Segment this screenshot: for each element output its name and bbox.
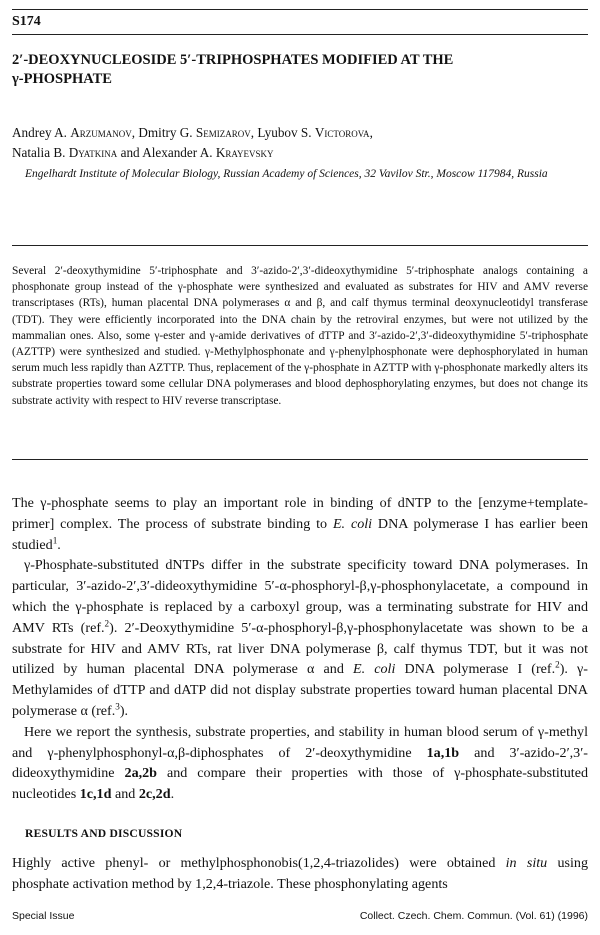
compound-label: 1c,1d — [79, 786, 112, 803]
author-given: Dmitry G. — [138, 125, 196, 140]
footer-citation: Collect. Czech. Chem. Commun. (Vol. 61) (1996) — [359, 910, 588, 922]
emphasis: in situ — [505, 855, 548, 871]
text-run: ). — [119, 702, 129, 719]
author-separator: and — [117, 145, 143, 160]
author-surname: Victorova — [314, 125, 370, 140]
author-given: Natalia B. — [12, 145, 69, 160]
page-number: S174 — [12, 14, 41, 29]
species-name: E. coli — [332, 515, 373, 532]
author-surname: Semizarov — [195, 125, 251, 140]
author-given: Alexander A. — [142, 145, 216, 160]
author-surname: Krayevsky — [215, 145, 274, 160]
reference-mark: 1 — [52, 534, 58, 545]
compound-label: 2a,2b — [124, 765, 158, 782]
footer-issue: Special Issue — [12, 910, 75, 922]
reference-mark: 2 — [555, 659, 560, 670]
top-rule — [12, 9, 588, 10]
text-run: DNA polymerase I (ref. — [395, 661, 556, 678]
affiliation: Engelhardt Institute of Molecular Biology, Russian Academy of Sciences, 32 Vavilov Str., Moscow 117984, Russia — [25, 168, 548, 180]
abstract: Several 2′-deoxythymidine 5′-triphosphate and 3′-azido-2′,3′-dideoxythymidine 5′-triphosphate analogs containing a phosphonate group instead of the γ-phosphate were synthesized and evaluated as substrates for HIV and AMV reverse transcriptases (RTs), human placental DNA polymerases α and β, and calf thymus terminal deoxynucleotidyl transferase (TDT). They were efficiently incorporated into the DNA chain by the retroviral enzymes, but were not utilized by the mammalian ones. Also, some γ-ester and γ-amide derivatives of dTTP and 3′-azido-2′,3′-dideoxythymidine 5′-triphosphate (AZTTP) were synthesized and studied. γ-Methylphosphonate and γ-phenylphosphonate were dephosphorylated in human serum much less rapidly than AZTTP. Thus, replacement of the γ-phosphate in AZTTP with γ-phosphonate markedly alters its substrate properties toward some cellular DNA polymerases and blood dephosphorylating enzymes, but does not change its substrate activity with respect to HIV reverse transcriptase. — [12, 265, 588, 407]
abstract-top-rule — [12, 245, 588, 246]
author-list — [12, 123, 588, 163]
text-run: Here we report the synthesis, substrate properties, and stability in human blood serum of γ-methyl and γ-phenylphosphonyl-α,β-diphosphates of 2′-deoxythymidine — [12, 723, 588, 761]
text-run: using phosphate activation method by 1,2,4-triazole. These phosphonylating agents — [12, 855, 588, 892]
author-separator: , — [250, 125, 258, 140]
author-surname: Dyatkina — [68, 145, 118, 160]
reference-mark: 2 — [104, 618, 110, 629]
article-title — [12, 51, 572, 89]
title-line: γ-PHOSPHATE — [12, 71, 112, 87]
reference-mark: 3 — [115, 701, 120, 712]
paragraph-aims — [12, 722, 588, 805]
text-run: . — [170, 786, 175, 803]
text-run: and — [111, 786, 139, 803]
author-surname: Arzumanov — [70, 125, 132, 140]
text-run: and compare their properties with those of γ-phosphate-substituted nucleotides — [12, 765, 588, 803]
text-run: . — [57, 536, 61, 553]
species-name: E. coli — [353, 661, 396, 678]
header-rule — [12, 34, 588, 35]
paragraph-substitution — [12, 555, 588, 721]
compound-label: 1a,1b — [426, 744, 460, 761]
text-run: DNA polymerase I has earlier been studied — [12, 515, 588, 553]
text-run: ). 2′-Deoxythymidine 5′-α-phosphoryl-β,γ-phosphonylacetate was shown to be a substrate for HIV and AMV RTs, rat liver DNA polymerase β, calf thymus TDT, but it was not utilized by human placental DNA polymerase α and — [12, 619, 588, 678]
author-given: Lyubov S. — [257, 125, 315, 140]
title-line: 2′-DEOXYNUCLEOSIDE 5′-TRIPHOSPHATES MODIFIED AT THE — [12, 52, 454, 68]
results-text — [12, 853, 588, 895]
text-run: and 3′-azido-2′,3′-dideoxythymidine — [12, 744, 588, 782]
text-run: Highly active phenyl- or methylphosphonobis(1,2,4-triazolides) were obtained — [12, 855, 506, 871]
author-separator: , — [369, 125, 373, 140]
section-heading: RESULTS AND DISCUSSION — [25, 827, 183, 840]
author-line — [12, 143, 588, 163]
author-separator: , — [131, 125, 139, 140]
text-run: The γ-phosphate seems to play an important role in binding of dNTP to the [enzyme+template-primer] complex. The process of substrate binding to — [12, 495, 588, 532]
text-run: ). γ-Methylamides of dTTP and dATP did not display substrate properties toward human placental DNA polymerase α (ref. — [12, 661, 588, 719]
author-line — [12, 123, 588, 143]
paragraph-intro — [12, 493, 588, 555]
body-text — [12, 493, 588, 805]
compound-label: 2c,2d — [138, 786, 171, 803]
text-run: γ-Phosphate-substituted dNTPs differ in the substrate specificity toward DNA polymerases. In particular, 3′-azido-2′,3′-dideoxythymidine 5′-α-phosphoryl-β,γ-phosphonylacetate, a compound in which the γ-phosphate is replaced by a carboxyl group, was a terminating substrate for HIV and AMV RTs (ref. — [12, 557, 588, 636]
author-given: Andrey A. — [12, 125, 71, 140]
abstract-bottom-rule — [12, 459, 588, 460]
